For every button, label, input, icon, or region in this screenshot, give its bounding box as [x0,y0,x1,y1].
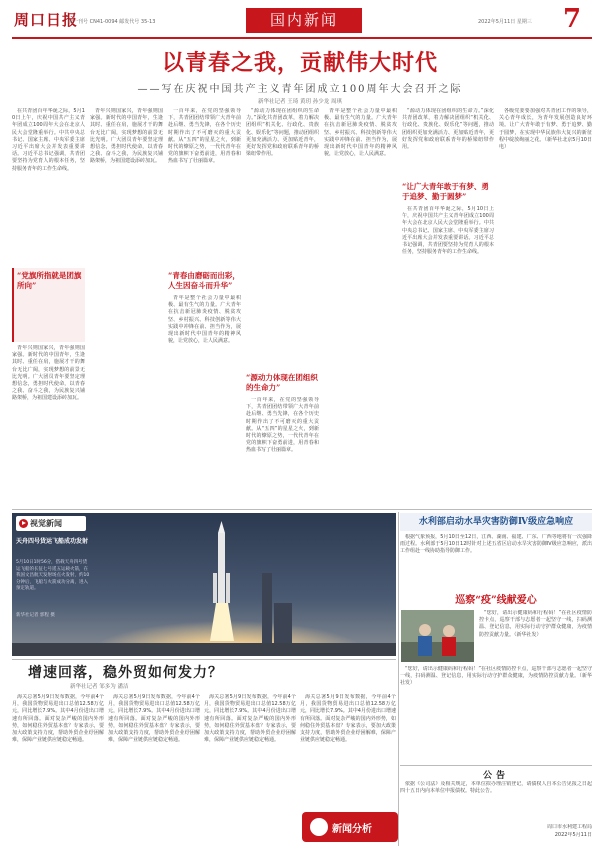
play-icon [19,519,28,528]
news-analysis-badge [302,812,398,842]
flood-article-text: 根据气象预报，5月10日至12日，江西、湖南、福建、广东、广西等地将有一次强降雨过程。水利部于5月10日12时针对上述五省区启动水旱灾害防御Ⅳ级应急响应，派出工作组赴一线协助指导防御工作。 [400,534,592,555]
economy-column-4: 海关总署5月9日发布数据，今年前4个月，我国货物贸易进出口总值12.58万亿元，同比增长7.9%。其中4月份进出口增速有所回落。面对复杂严峻的国内外形势，如何稳住外贸基本盘？专家表示，要加大政策支持力度，帮助外贸企业纾困解难，保障产业链供应链稳定畅通。 [300,694,396,744]
main-subheadline: ——写在庆祝中国共产主义青年团成立100周年大会召开之际 [137,84,463,95]
subheading-4: “让广大青年敢于有梦、勇于追梦、勤于圆梦” [402,182,489,201]
photo-credit: 新华社记者 郭程 摄 [16,613,55,618]
patrol-article-text-2: “您好，请出示健康码和行程码！”在社区疫情防控卡点，巡察干部与志愿者一起坚守一线，扫码测温、登记信息，用实际行动守护群众健康，为疫情防控贡献力量。（新华社发） [400,666,592,687]
article-column-4b: 一百年来，在党的坚强领导下，共青团团结带领广大青年前赴后继、勇当先锋，在各个历史时期作出了不可磨灭的重大贡献。从“五四”的星星之火，到新时代的燎原之势，一代代青年在党的旗帜下奋勇前进，用青春和热血书写了壮丽篇章。 [246,397,319,454]
subheading-box [12,268,85,342]
patrol-photo-illustration [401,610,474,662]
main-headline: 以青春之我，贡献伟大时代 [161,50,438,76]
article-column-6: “源动力体现在团组织的生命力。”深化共青团改革，着力解决团组织“机关化、行政化、贵族化、娱乐化”等问题，推动团组织更加充满活力、更加贴近青年，更好发挥党和政府联系青年的桥梁纽带作用。 [402,108,494,151]
news-analysis-label: 新闻分析 [332,824,372,835]
economy-column-3: 海关总署5月9日发布数据，今年前4个月，我国货物贸易进出口总值12.58万亿元，同比增长7.9%。其中4月份进出口增速有所回落。面对复杂严峻的国内外形势，如何稳住外贸基本盘？专家表示，要加大政策支持力度，帮助外贸企业纾困解难，保障产业链供应链稳定畅通。 [204,694,296,744]
article-column-1b: 青年兴则国家兴，青年强则国家强。新时代的中国青年，生逢其时、重任在肩，施展才干的舞台无比广阔，实现梦想的前景无比光明。广大团员青年要坚定理想信念，勇担时代使命，以青春之我、奋斗之我，为民族复兴铺路架桥，为祖国建设添砖加瓦。 [12,345,85,402]
article-column-1: 在共青团百年华诞之际，5月10日上午，庆祝中国共产主义青年团成立100周年大会在北京人民大会堂隆重举行。中共中央总书记、国家主席、中央军委主席习近平出席大会并发表重要讲话。习近平总书记强调，共青团要坚持为党育人的根本任务，坚持服务青年的工作生命线。 [12,108,85,172]
subheading-1: “党旗所指就是团旗所向” [17,271,82,290]
news-analysis-icon [310,818,328,836]
notice-title: 公告 [482,771,509,781]
article-column-4: “源动力体现在团组织的生命力。”深化共青团改革，着力解决团组织“机关化、行政化、贵族化、娱乐化”等问题，推动团组织更加充满活力、更加贴近青年，更好发挥党和政府联系青年的桥梁纽带作用。 [246,108,319,158]
notice-date: 2022年5月11日 [554,832,592,838]
masthead-info-left: 统一刊号 CN41-0094 邮发代号 35-13 [68,19,156,25]
article-column-5: 青年是整个社会力量中最积极、最有生气的力量。广大青年在抗击新冠肺炎疫情、脱贫攻坚、乡村振兴、科技创新等伟大实践中冲锋在前、担当作为，展现出新时代中国青年的精神风貌，让党放心，让人民满意。 [324,108,397,158]
flood-article-title: 水利部启动水旱灾害防御Ⅳ级应急响应 [400,513,592,531]
notice-divider [400,765,592,766]
visual-news-label: 视觉新闻 [30,519,62,528]
photo-caption-title: 天舟四号货运飞船成功发射 [16,538,89,545]
masthead [0,0,600,40]
subheading-3: “源动力体现在团组织的生命力” [246,373,318,392]
column-divider [398,512,399,846]
newspaper-logo: 周口日报 [14,11,79,29]
notice-signature: 周口市水利建工程局 [546,824,592,830]
article-column-6b: 在共青团百年华诞之际，5月10日上午，庆祝中国共产主义青年团成立100周年大会在北京人民大会堂隆重举行。中共中央总书记、国家主席、中央军委主席习近平出席大会并发表重要讲话。习近平总书记强调，共青团要坚持为党育人的根本任务，坚持服务青年的工作生命线。 [402,206,494,256]
economy-byline: 新华社记者 邹多为 潘洁 [70,684,129,690]
patrol-article-title: 巡察“疫”线献爱心 [455,595,537,606]
article-column-3: 一百年来，在党的坚强领导下，共青团团结带领广大青年前赴后继、勇当先锋，在各个历史时期作出了不可磨灭的重大贡献。从“五四”的星星之火，到新时代的燎原之势，一代代青年在党的旗帜下奋勇前进，用青春和热血书写了壮丽篇章。 [168,108,241,165]
main-byline: 新华社记者 王琦 黄玥 孙少龙 周琪 [258,99,342,105]
photo-divider [12,659,396,660]
economy-column-1: 海关总署5月9日发布数据，今年前4个月，我国货物贸易进出口总值12.58万亿元，同比增长7.9%。其中4月份进出口增速有所回落。面对复杂严峻的国内外形势，如何稳住外贸基本盘？专家表示，要加大政策支持力度，帮助外贸企业纾困解难，保障产业链供应链稳定畅通。 [12,694,104,744]
section-divider [12,509,592,510]
article-column-7: 各级党委要加强对共青团工作的领导，关心青年成长，为青年发展创造良好环境。让广大青年敢于有梦、勇于追梦、勤于圆梦，在实现中华民族伟大复兴的新征程中绽放绚丽之花。（新华社北京5月10日电） [499,108,592,151]
patrol-article-text-1: “您好，请出示健康码和行程码！”在社区疫情防控卡点，巡察干部与志愿者一起坚守一线，扫码测温、登记信息，用实际行动守护群众健康，为疫情防控贡献力量。（新华社发） [479,610,592,638]
page-number: 7 [563,4,582,34]
subheading-2: “青春由磨砺而出彩，人生因奋斗而升华” [168,271,240,290]
masthead-date: 2022年5月11日 星期三 [478,19,532,25]
masthead-rule [12,37,592,39]
notice-text: 依据《公司法》及相关规定，本单位拟办理注销登记，请债权人自本公告见报之日起四十五日内向本单位申报债权。特此公告。 [400,781,592,795]
patrol-photo [401,610,474,662]
economy-headline: 增速回落，稳外贸如何发力？ [28,665,223,681]
visual-news-tag [16,516,86,531]
article-column-2: 青年兴则国家兴，青年强则国家强。新时代的中国青年，生逢其时、重任在肩，施展才干的舞台无比广阔，实现梦想的前景无比光明。广大团员青年要坚定理想信念，勇担时代使命，以青春之我、奋斗之我，为民族复兴铺路架桥，为祖国建设添砖加瓦。 [90,108,163,165]
economy-column-2: 海关总署5月9日发布数据，今年前4个月，我国货物贸易进出口总值12.58万亿元，同比增长7.9%。其中4月份进出口增速有所回落。面对复杂严峻的国内外形势，如何稳住外贸基本盘？专家表示，要加大政策支持力度，帮助外贸企业纾困解难，保障产业链供应链稳定畅通。 [108,694,200,744]
photo-caption-text: 5月10日1时56分，搭载天舟四号货运飞船的长征七号遥五运载火箭，在我国文昌航天发射场点火发射，约10分钟后，飞船与火箭成功分离，进入预定轨道。 [16,560,90,591]
article-column-3b: 青年是整个社会力量中最积极、最有生气的力量。广大青年在抗击新冠肺炎疫情、脱贫攻坚、乡村振兴、科技创新等伟大实践中冲锋在前、担当作为，展现出新时代中国青年的精神风貌，让党放心，让人民满意。 [168,295,241,345]
section-title: 国内新闻 [246,8,362,33]
